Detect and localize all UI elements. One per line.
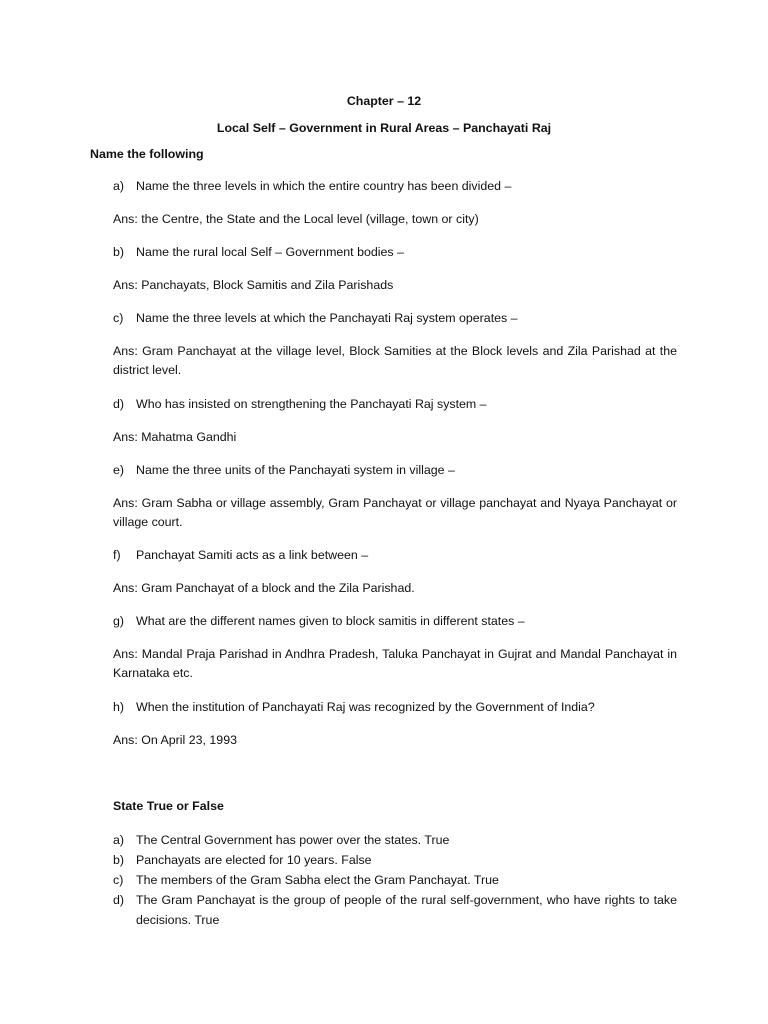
chapter-subtitle: Local Self – Government in Rural Areas – Panchayati Raj: [216, 121, 552, 135]
question-text: Name the three levels at which the Panchayati Raj system operates –: [136, 311, 518, 325]
chapter-title: Chapter – 12: [346, 94, 422, 108]
list-item: [113, 850, 677, 870]
question-text: Name the rural local Self – Government bodies –: [136, 245, 404, 259]
question-text: Panchayat Samiti acts as a link between –: [136, 548, 369, 562]
question-text: Name the three levels in which the entire country has been divided –: [136, 179, 512, 193]
section-true-false-title: State True or False: [113, 799, 224, 813]
question-d: [113, 395, 679, 414]
question-letter: c): [113, 311, 124, 325]
section-name-the-following-title: Name the following: [90, 147, 204, 161]
question-letter: b): [113, 245, 125, 259]
answer-c: Ans: Gram Panchayat at the village level, Block Samities at the Block levels and Zila Parishad at the district level.: [113, 344, 677, 377]
item-letter: a): [113, 833, 125, 847]
question-letter: f): [113, 548, 121, 562]
answer-b: Ans: Panchayats, Block Samitis and Zila Parishads: [113, 278, 394, 292]
answer-d: Ans: Mahatma Gandhi: [113, 430, 237, 444]
question-text: What are the different names given to block samitis in different states –: [136, 614, 525, 628]
answer-a: Ans: the Centre, the State and the Local level (village, town or city): [113, 212, 479, 226]
item-text: Panchayats are elected for 10 years. False: [136, 853, 372, 867]
answer-f: Ans: Gram Panchayat of a block and the Zila Parishad.: [113, 581, 415, 595]
question-f: [113, 546, 679, 565]
answer-g: Ans: Mandal Praja Parishad in Andhra Pradesh, Taluka Panchayat in Gujrat and Mandal Panchayat in Karnataka etc.: [113, 647, 677, 680]
item-letter: b): [113, 853, 125, 867]
question-letter: a): [113, 179, 125, 193]
question-letter: d): [113, 397, 125, 411]
question-letter: e): [113, 463, 125, 477]
item-letter: c): [113, 873, 124, 887]
answer-e: Ans: Gram Sabha or village assembly, Gram Panchayat or village panchayat and Nyaya Panchayat or village court.: [113, 496, 677, 529]
list-item: [113, 830, 677, 850]
question-c: [113, 309, 679, 328]
question-g: [113, 612, 679, 631]
item-text: The Gram Panchayat is the group of people of the rural self-government, who have rights to take decisions. True: [136, 893, 677, 927]
question-letter: g): [113, 614, 125, 628]
question-text: When the institution of Panchayati Raj was recognized by the Government of India?: [136, 700, 595, 714]
answer-h: Ans: On April 23, 1993: [113, 733, 237, 747]
question-text: Name the three units of the Panchayati system in village –: [136, 463, 455, 477]
item-text: The Central Government has power over the states. True: [136, 833, 450, 847]
question-letter: h): [113, 700, 125, 714]
item-letter: d): [113, 893, 125, 907]
question-text: Who has insisted on strengthening the Panchayati Raj system –: [136, 397, 487, 411]
question-h: [113, 698, 679, 717]
question-e: [113, 461, 679, 480]
item-text: The members of the Gram Sabha elect the Gram Panchayat. True: [136, 873, 499, 887]
list-item: [113, 890, 677, 930]
question-a: [113, 177, 679, 196]
list-item: [113, 870, 677, 890]
true-false-list: [113, 830, 677, 930]
question-b: [113, 243, 679, 262]
